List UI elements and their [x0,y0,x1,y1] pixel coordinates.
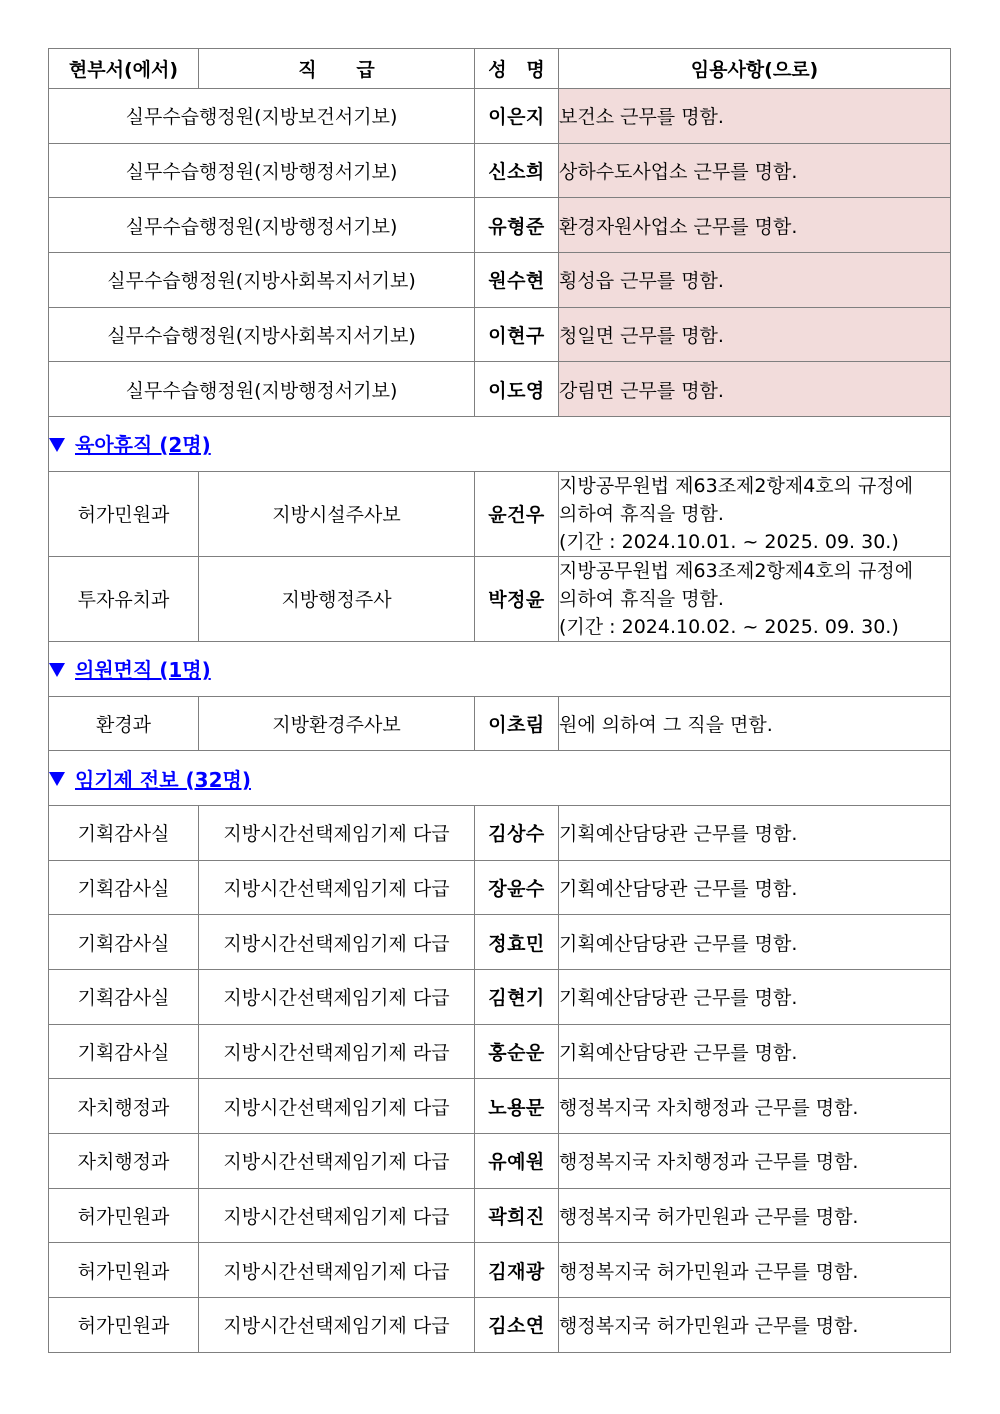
table-row [49,969,951,1024]
duty-cell: 행정복지국 자치행정과 근무를 명함. [559,1079,951,1134]
name-cell: 김현기 [475,969,559,1024]
table-row [49,1134,951,1189]
table-row [49,1298,951,1353]
name-cell: 김소연 [475,1298,559,1353]
section-row [49,417,951,472]
dept-cell: 허가민원과 [49,1243,199,1298]
duty-cell: 청일면 근무를 명함. [559,307,951,362]
table-row [49,471,951,556]
name-cell: 노용문 [475,1079,559,1134]
header-name: 성 명 [475,49,559,89]
section-row [49,641,951,696]
duty-cell: 기획예산담당관 근무를 명함. [559,969,951,1024]
table-row [49,1243,951,1298]
table-header-row [49,49,951,89]
table-row [49,1188,951,1243]
dept-cell: 투자유치과 [49,556,199,641]
dept-cell: 환경과 [49,696,199,751]
duty-cell: 원에 의하여 그 직을 면함. [559,696,951,751]
dept-cell: 기획감사실 [49,860,199,915]
triangle-down-icon [49,772,65,786]
section-header [49,641,951,696]
duty-cell: 행정복지국 자치행정과 근무를 명함. [559,1134,951,1189]
triangle-down-icon [49,438,65,452]
header-dept: 현부서(에서) [49,49,199,89]
header-rank: 직 급 [199,49,475,89]
name-cell: 이은지 [475,89,559,144]
duty-cell: 기획예산담당관 근무를 명함. [559,1024,951,1079]
name-cell: 유형준 [475,198,559,253]
dept-cell: 자치행정과 [49,1079,199,1134]
table-row [49,915,951,970]
duty-line: (기간 : 2024.10.02. ~ 2025. 09. 30.) [559,615,899,638]
duty-cell [559,556,951,641]
rank-cell: 실무수습행정원(지방행정서기보) [49,198,475,253]
duty-cell: 기획예산담당관 근무를 명함. [559,915,951,970]
duty-cell: 기획예산담당관 근무를 명함. [559,805,951,860]
table-row [49,89,951,144]
duty-line: 의하여 휴직을 명함. [559,587,724,610]
table-row [49,143,951,198]
dept-cell: 허가민원과 [49,1188,199,1243]
rank-cell: 지방시간선택제임기제 다급 [199,805,475,860]
rank-cell: 지방행정주사 [199,556,475,641]
table-row [49,860,951,915]
header-duty: 임용사항(으로) [559,49,951,89]
duty-cell: 강림면 근무를 명함. [559,362,951,417]
rank-cell: 지방시간선택제임기제 다급 [199,1188,475,1243]
name-cell: 박정윤 [475,556,559,641]
duty-cell: 기획예산담당관 근무를 명함. [559,860,951,915]
duty-cell: 보건소 근무를 명함. [559,89,951,144]
name-cell: 원수현 [475,253,559,308]
name-cell: 곽희진 [475,1188,559,1243]
duty-cell: 행정복지국 허가민원과 근무를 명함. [559,1188,951,1243]
personnel-table [48,48,951,1353]
dept-cell: 기획감사실 [49,969,199,1024]
name-cell: 장윤수 [475,860,559,915]
rank-cell: 실무수습행정원(지방사회복지서기보) [49,253,475,308]
rank-cell: 지방시간선택제임기제 다급 [199,1298,475,1353]
name-cell: 신소희 [475,143,559,198]
section-title: 육아휴직 (2명) [75,433,211,458]
rank-cell: 지방시간선택제임기제 다급 [199,1243,475,1298]
section-title: 의원면직 (1명) [75,658,211,683]
name-cell: 이도영 [475,362,559,417]
name-cell: 김상수 [475,805,559,860]
name-cell: 윤건우 [475,471,559,556]
dept-cell: 자치행정과 [49,1134,199,1189]
duty-cell: 행정복지국 허가민원과 근무를 명함. [559,1243,951,1298]
duty-cell: 환경자원사업소 근무를 명함. [559,198,951,253]
table-row [49,805,951,860]
name-cell: 이현구 [475,307,559,362]
rank-cell: 실무수습행정원(지방보건서기보) [49,89,475,144]
rank-cell: 실무수습행정원(지방행정서기보) [49,143,475,198]
rank-cell: 지방환경주사보 [199,696,475,751]
dept-cell: 허가민원과 [49,471,199,556]
name-cell: 정효민 [475,915,559,970]
section-header [49,751,951,806]
table-row [49,198,951,253]
section-header [49,417,951,472]
rank-cell: 지방시간선택제임기제 다급 [199,1134,475,1189]
table-row [49,1079,951,1134]
rank-cell: 지방시간선택제임기제 다급 [199,1079,475,1134]
rank-cell: 지방시간선택제임기제 다급 [199,969,475,1024]
table-row [49,556,951,641]
dept-cell: 기획감사실 [49,805,199,860]
duty-cell: 상하수도사업소 근무를 명함. [559,143,951,198]
name-cell: 김재광 [475,1243,559,1298]
duty-line: 지방공무원법 제63조제2항제4호의 규정에 [559,474,914,497]
rank-cell: 지방시설주사보 [199,471,475,556]
table-row [49,1024,951,1079]
rank-cell: 실무수습행정원(지방행정서기보) [49,362,475,417]
table-row [49,253,951,308]
duty-cell [559,471,951,556]
dept-cell: 허가민원과 [49,1298,199,1353]
table-row [49,307,951,362]
name-cell: 유예원 [475,1134,559,1189]
name-cell: 이초림 [475,696,559,751]
table-row [49,362,951,417]
name-cell: 홍순운 [475,1024,559,1079]
triangle-down-icon [49,663,65,677]
section-row [49,751,951,806]
duty-line: 지방공무원법 제63조제2항제4호의 규정에 [559,559,914,582]
table-row [49,696,951,751]
duty-line: (기간 : 2024.10.01. ~ 2025. 09. 30.) [559,530,899,553]
section-title: 임기제 전보 (32명) [75,767,251,792]
rank-cell: 지방시간선택제임기제 라급 [199,1024,475,1079]
rank-cell: 지방시간선택제임기제 다급 [199,860,475,915]
dept-cell: 기획감사실 [49,915,199,970]
rank-cell: 실무수습행정원(지방사회복지서기보) [49,307,475,362]
duty-line: 의하여 휴직을 명함. [559,502,724,525]
duty-cell: 횡성읍 근무를 명함. [559,253,951,308]
duty-cell: 행정복지국 허가민원과 근무를 명함. [559,1298,951,1353]
rank-cell: 지방시간선택제임기제 다급 [199,915,475,970]
dept-cell: 기획감사실 [49,1024,199,1079]
